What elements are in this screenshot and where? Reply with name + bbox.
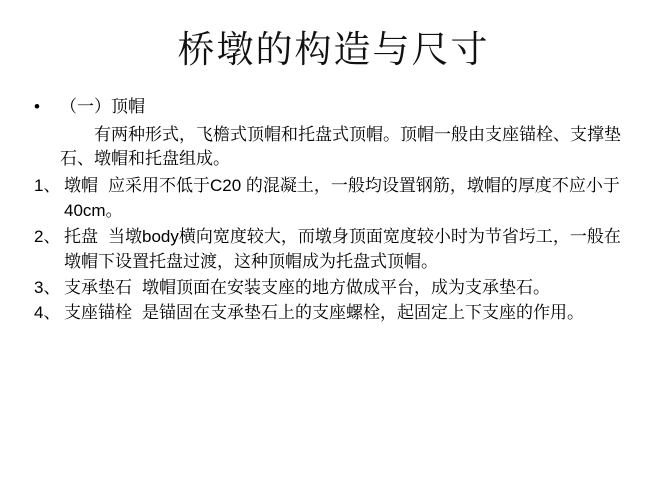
list-item-keyword: 支承垫石 — [64, 277, 132, 297]
list-item-body — [64, 174, 633, 224]
slide-body — [0, 73, 667, 327]
section-heading: （一）顶帽 — [60, 96, 145, 116]
list-item-body — [64, 225, 633, 275]
page-title: 桥墩的构造与尺寸 — [177, 30, 490, 71]
list-item-number: 1、 — [34, 176, 61, 196]
list-item-text: 应采用不低于C20 的混凝土，一般均设置钢筋，墩帽的厚度不应小于40cm。 — [64, 176, 620, 221]
intro-paragraph: 有两种形式，飞檐式顶帽和托盘式顶帽。顶帽一般由支座锚栓、支撑垫石、墩帽和托盘组成。 — [60, 124, 621, 169]
list-item-body — [64, 301, 633, 326]
list-item-number: 2、 — [34, 226, 61, 246]
list-item-text: 是锚固在支承垫石上的支座螺栓，起固定上下支座的作用。 — [142, 303, 584, 323]
list-item — [34, 276, 633, 301]
list-item-body — [64, 276, 633, 301]
list-item-number: 4、 — [34, 303, 61, 323]
list-item-keyword: 托盘 — [64, 226, 98, 246]
list-item-keyword: 墩帽 — [64, 176, 98, 196]
bullet-dot-icon: • — [34, 96, 40, 116]
list-item-number: 3、 — [34, 277, 61, 297]
list-item-keyword: 支座锚栓 — [64, 303, 132, 323]
list-item — [34, 301, 633, 326]
list-item-text: 墩帽顶面在安装支座的地方做成平台，成为支承垫石。 — [142, 277, 550, 297]
list-item-text: 当墩body横向宽度较大，而墩身顶面宽度较小时为节省圬工，一般在墩帽下设置托盘过渡，这种顶帽成为托盘式顶帽。 — [64, 226, 621, 271]
list-item — [34, 225, 633, 275]
section-heading-row — [34, 95, 633, 119]
list-item — [34, 174, 633, 224]
